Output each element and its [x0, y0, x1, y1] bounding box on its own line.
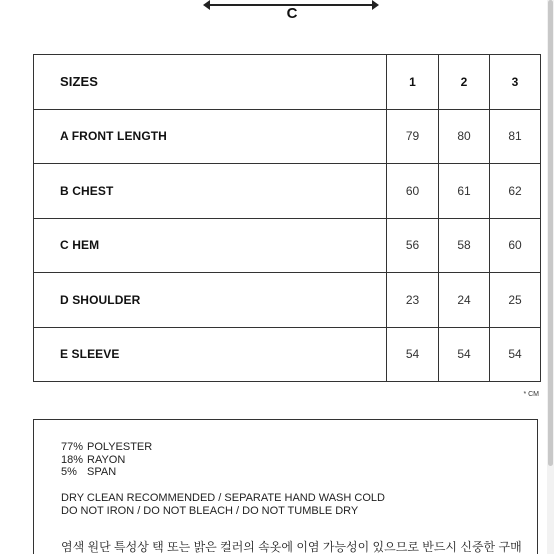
care-instruction-line: DO NOT IRON / DO NOT BLEACH / DO NOT TUMBLE DRY: [61, 504, 359, 517]
composition-row: [61, 441, 152, 454]
care-instruction-line: DRY CLEAN RECOMMENDED / SEPARATE HAND WASH COLD: [61, 492, 385, 504]
unit-note: * CM: [523, 391, 539, 398]
size-table-header: [34, 55, 541, 110]
measurement-value: 61: [439, 164, 490, 219]
header-label: SIZES: [34, 55, 387, 110]
composition-material: RAYON: [87, 453, 126, 466]
scrollbar-thumb[interactable]: [548, 0, 553, 466]
table-row: [34, 164, 541, 219]
measurement-value: 80: [439, 109, 490, 164]
size-header: 1: [387, 55, 439, 110]
measurement-name: D SHOULDER: [34, 273, 387, 328]
measurement-label: C: [286, 5, 298, 22]
measurement-value: 54: [387, 327, 439, 382]
table-row: [34, 273, 541, 328]
scrollbar[interactable]: [547, 0, 554, 554]
measurement-value: 79: [387, 109, 439, 164]
size-header: 2: [439, 55, 490, 110]
table-row: [34, 327, 541, 382]
korean-care-note: 염색 원단 특성상 택 또는 밝은 컬러의 속옷에 이염 가능성이 있으므로 반드시 신중한 구매: [61, 540, 522, 554]
measurement-name: B CHEST: [34, 164, 387, 219]
table-row: [34, 109, 541, 164]
composition-row: [61, 466, 152, 479]
care-info-box: [33, 419, 538, 554]
measurement-value: 56: [387, 218, 439, 273]
composition-row: [61, 454, 152, 467]
measurement-name: E SLEEVE: [34, 327, 387, 382]
table-row: [34, 218, 541, 273]
composition-percent: 18%: [61, 453, 84, 466]
measurement-value: 60: [387, 164, 439, 219]
measurement-name: C HEM: [34, 218, 387, 273]
measurement-value: 58: [439, 218, 490, 273]
measurement-value: 81: [490, 109, 541, 164]
measurement-value: 24: [439, 273, 490, 328]
measurement-name: A FRONT LENGTH: [34, 109, 387, 164]
size-header: 3: [490, 55, 541, 110]
size-table: [33, 54, 541, 382]
measurement-value: 60: [490, 218, 541, 273]
composition-list: [61, 441, 152, 479]
composition-material: POLYESTER: [87, 441, 153, 453]
measurement-value: 23: [387, 273, 439, 328]
measurement-value: 62: [490, 164, 541, 219]
composition-percent: 77%: [61, 441, 84, 453]
composition-percent: 5%: [61, 466, 77, 478]
measurement-value: 54: [439, 327, 490, 382]
measurement-value: 54: [490, 327, 541, 382]
care-instructions: [61, 492, 385, 517]
composition-material: SPAN: [87, 466, 117, 478]
measurement-value: 25: [490, 273, 541, 328]
